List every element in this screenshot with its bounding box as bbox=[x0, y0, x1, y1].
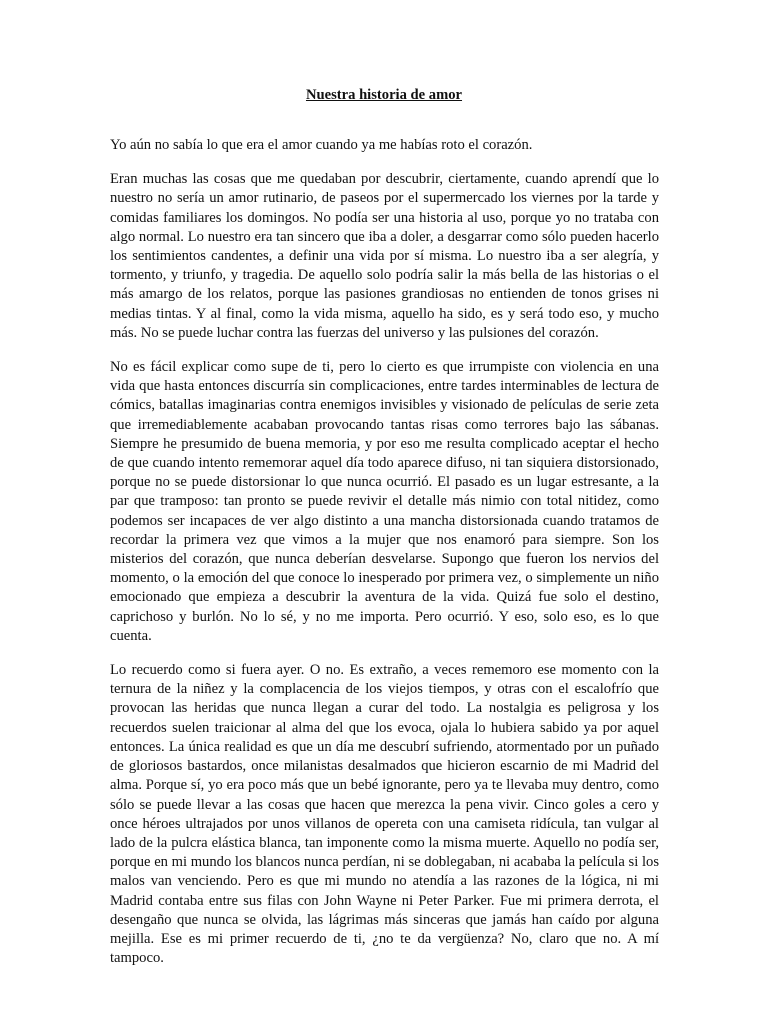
paragraph-2: Eran muchas las cosas que me quedaban por descubrir, ciertamente, cuando aprendí que lo nuestro no sería un amor rutinario, de paseos por el supermercado los viernes por la tarde y comidas familiares los domingos. No podía ser una historia al uso, porque yo no trataba con algo normal. Lo nuestro era tan sincero que iba a doler, a desgarrar como sólo pueden hacerlo los sentimientos candentes, a definir una vida por sí misma. Lo nuestro iba a ser alegría, y tormento, y triunfo, y tragedia. De aquello solo podría salir la más bella de las historias o el más amargo de los relatos, porque las pasiones grandiosas no entienden de tonos grises ni medias tintas. Y al final, como la vida misma, aquello ha sido, es y será todo eso, y mucho más. No se puede luchar contra las fuerzas del universo y las pulsiones del corazón. bbox=[110, 171, 659, 341]
paragraph-1: Yo aún no sabía lo que era el amor cuando ya me habías roto el corazón. bbox=[110, 137, 533, 153]
paragraph-4: Lo recuerdo como si fuera ayer. O no. Es extraño, a veces rememoro ese momento con la ternura de la niñez y la complacencia de los viejos tiempos, y otras con el escalofrío que provocan las heridas que nunca llegan a curar del todo. La nostalgia es peligrosa y los recuerdos suelen traicionar al alma del que los evoca, ojala lo hubiera sabido ya por aquel entonces. La única realidad es que un día me descubrí sufriendo, atormentado por un puñado de gloriosos bastardos, once milanistas desalmados que hicieron escarnio de mi Madrid del alma. Porque sí, yo era poco más que un bebé ignorante, pero ya te llevaba muy dentro, como sólo se puede llevar a las cosas que hacen que merezca la pena vivir. Cinco goles a cero y once héroes ultrajados por unos villanos de opereta con una camiseta ridícula, tan vulgar al lado de la pulcra elástica blanca, tan imponente como la misma muerte. Aquello no podía ser, porque en mi mundo los blancos nunca perdían, ni se doblegaban, ni acababa la película si los malos van venciendo. Pero es que mi mundo no atendía a las razones de la lógica, ni mi Madrid contaba entre sus filas con John Wayne ni Peter Parker. Fue mi primera derrota, el desengaño que nunca se olvida, las lágrimas más sinceras que jamás han caído por alguna mejilla. Ese es mi primer recuerdo de ti, ¿no te da vergüenza? No, claro que no. A mí tampoco. bbox=[110, 662, 659, 967]
document-body bbox=[110, 136, 659, 983]
document-title: Nuestra historia de amor bbox=[305, 87, 463, 103]
paragraph-3: No es fácil explicar como supe de ti, pero lo cierto es que irrumpiste con violencia en una vida que hasta entonces discurría sin complicaciones, entre tardes interminables de lectura de cómics, batallas imaginarias contra enemigos invisibles y visionado de películas de serie zeta que irremediablemente acababan provocando tantas risas como terrores bajo las sábanas. Siempre he presumido de buena memoria, y por eso me resulta complicado aceptar el hecho de que cuando intento rememorar aquel día todo aparece difuso, ni tan siquiera distorsionado, porque no se puede distorsionar lo que nunca ocurrió. El pasado es un lugar estresante, a la par que tramposo: tan pronto se puede revivir el detalle más nimio con total nitidez, como podemos ser incapaces de ver algo distinto a una mancha distorsionada cuando tratamos de recordar la primera vez que vimos a la mujer que nos enamoró para siempre. Son los misterios del corazón, que nunca deberían desvelarse. Supongo que fueron los nervios del momento, o la emoción del que conoce lo inesperado por primera vez, o simplemente un niño emocionado que empieza a descubrir la aventura de la vida. Quizá fue solo el destino, caprichoso y burlón. No lo sé, y no me importa. Pero ocurrió. Y eso, solo eso, es lo que cuenta. bbox=[110, 359, 659, 644]
